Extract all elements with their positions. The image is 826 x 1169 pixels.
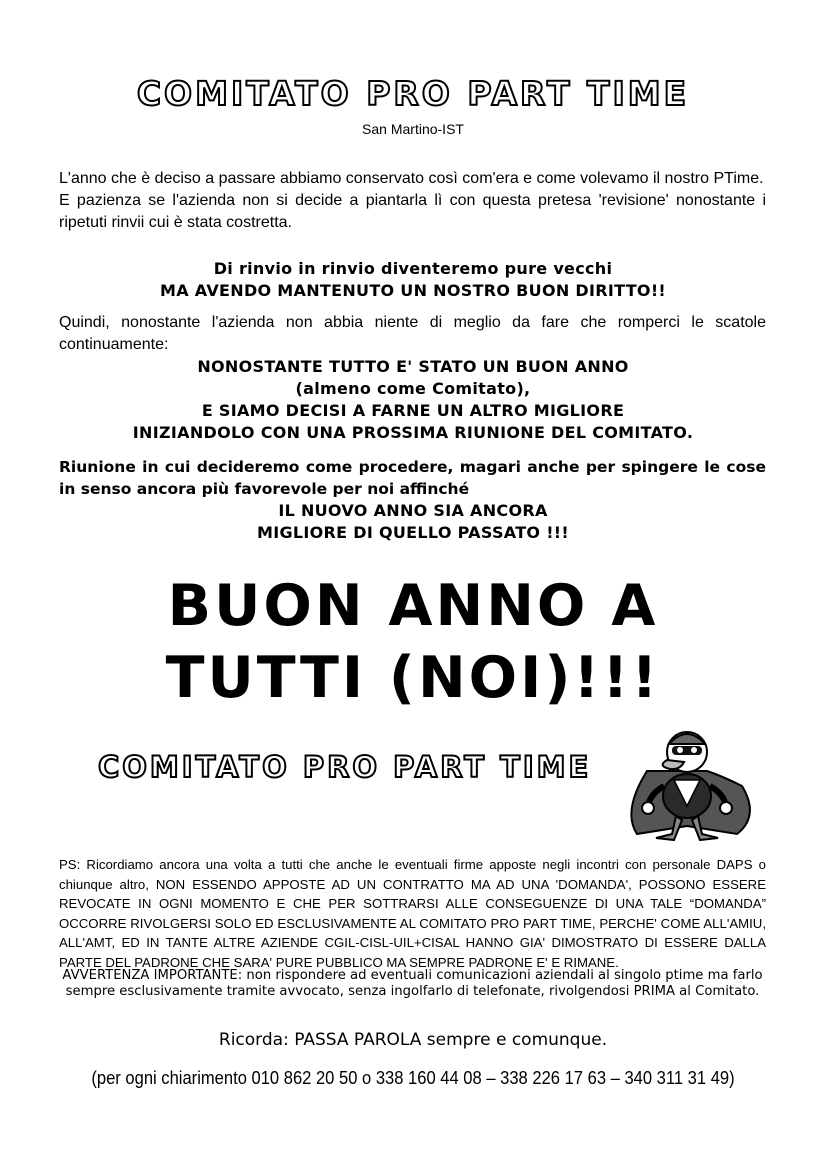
slogan-line: NONOSTANTE TUTTO E' STATO UN BUON ANNO xyxy=(197,357,629,376)
slogan-line: MIGLIORE DI QUELLO PASSATO !!! xyxy=(257,523,569,542)
greeting-line: TUTTI (NOI)!!! xyxy=(165,645,661,711)
slogan-line: INIZIANDOLO CON UNA PROSSIMA RIUNIONE DEL COMITATO. xyxy=(132,423,694,442)
reminder-text: Ricorda: PASSA PAROLA sempre e comunque. xyxy=(218,1030,608,1050)
slogan-block-2 xyxy=(0,356,826,444)
page-subtitle: San Martino-IST xyxy=(362,121,464,137)
greeting-line: BUON ANNO A xyxy=(167,573,659,639)
intro-line: L'anno che è deciso a passare abbiamo conservato così com'era e come volevamo il nostro PTime. xyxy=(59,170,764,187)
intro-paragraph xyxy=(59,168,766,234)
important-warning: AVVERTENZA IMPORTANTE: non rispondere ad eventuali comunicazioni aziendali al singolo ptime ma farlo sempre esclusivamente tramite avvocato, senza ingolfarlo di telefonate, rivolgendosi PRIMA al Comitato. xyxy=(62,968,763,999)
meeting-paragraph: Riunione in cui decideremo come procedere, magari anche per spingere le cose in senso ancora più favorevole per noi affinché xyxy=(59,458,766,498)
slogan-block-1 xyxy=(0,258,826,302)
page-title: COMITATO PRO PART TIME xyxy=(136,74,690,113)
slogan-line: IL NUOVO ANNO SIA ANCORA xyxy=(278,501,548,520)
intro-line: E pazienza se l'azienda non si decide a piantarla lì con questa pretesa 'revisione' nonostante i ripetuti rinvii cui è stata costretta. xyxy=(59,192,766,231)
middle-paragraph: Quindi, nonostante l'azienda non abbia niente di meglio da fare che romperci le scatole continuamente: xyxy=(59,314,766,353)
new-year-greeting xyxy=(0,570,826,714)
footer-title: COMITATO PRO PART TIME xyxy=(98,750,592,784)
contact-numbers: (per ogni chiarimento 010 862 20 50 o 338 160 44 08 – 338 226 17 63 – 340 311 31 49) xyxy=(91,1068,735,1088)
slogan-line: Di rinvio in rinvio diventeremo pure vecchi xyxy=(213,259,613,278)
slogan-line: MA AVENDO MANTENUTO UN NOSTRO BUON DIRITTO!! xyxy=(159,281,667,300)
duck-cartoon-icon xyxy=(612,716,762,846)
slogan-block-3 xyxy=(0,500,826,544)
slogan-line: (almeno come Comitato), xyxy=(295,379,531,398)
slogan-line: E SIAMO DECISI A FARNE UN ALTRO MIGLIORE xyxy=(201,401,625,420)
ps-note: PS: Ricordiamo ancora una volta a tutti che anche le eventuali firme apposte negli incontri con personale DAPS o chiunque altro, NON ESSENDO APPOSTE AD UN CONTRATTO MA AD UNA 'DOMANDA', POSSONO ESSERE REVOCATE IN OGNI MOMENTO E CHE PER SOTTRARSI ALLE CONSEGUENZE DI UNA TALE “DOMANDA” OCCORRE RIVOLGERSI SOLO ED ESCLUSIVAMENTE AL COMITATO PRO PART TIME, PERCHE' COME ALL'AMIU, ALL'AMT, ED IN TANTE ALTRE AZIENDE CGIL-CISL-UIL+CISAL HANNO GIA' DIMOSTRATO DI ESSERE DALLA PARTE DEL PADRONE CHE SARA' PURE PUBBLICO MA SEMPRE PADRONE E' E RIMANE. xyxy=(59,857,766,970)
